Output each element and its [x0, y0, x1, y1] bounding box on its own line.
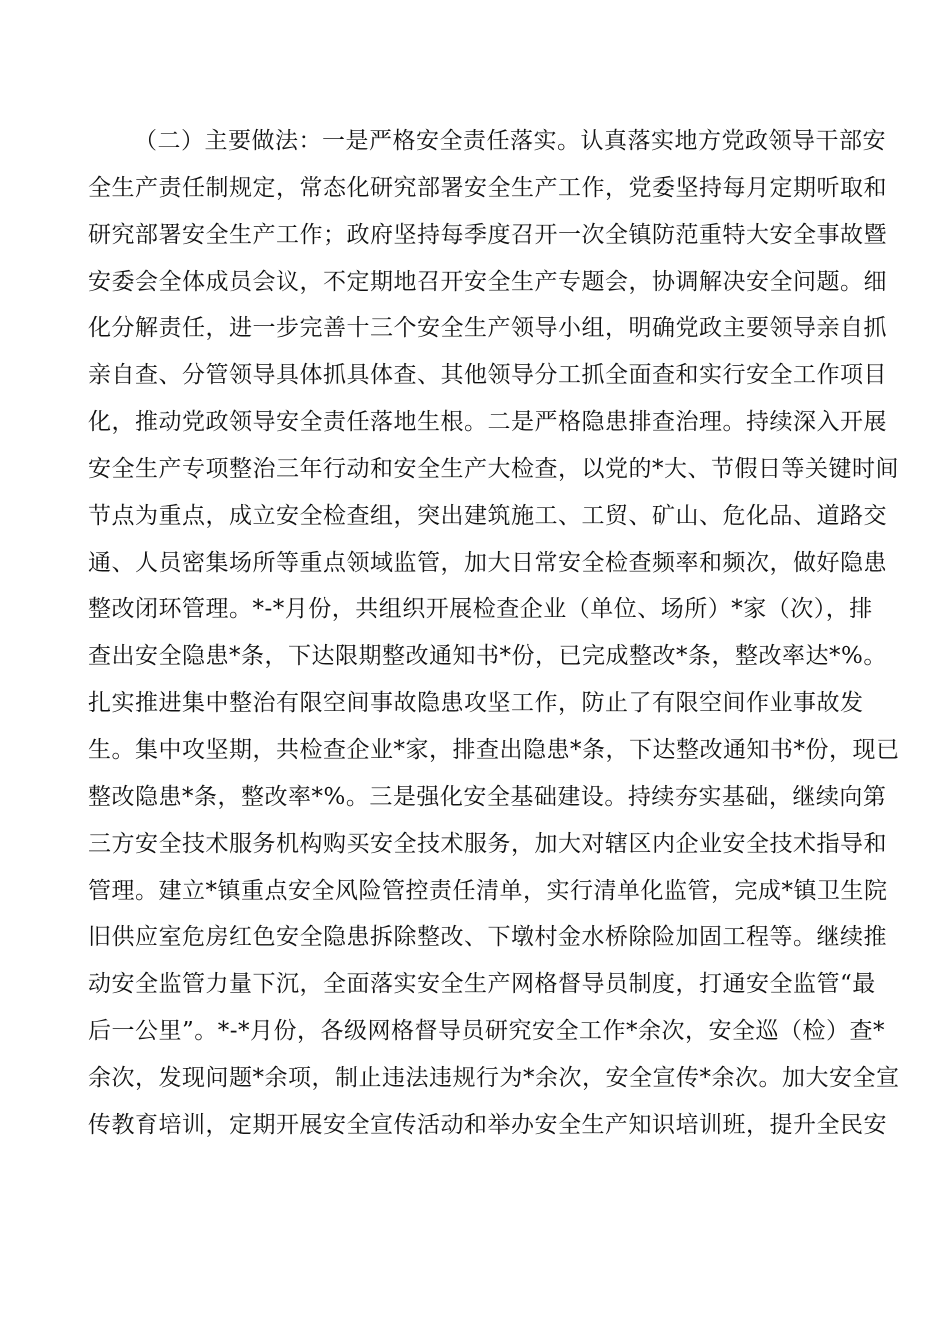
text-line: 通、人员密集场所等重点领域监管，加大日常安全检查频率和频次，做好隐患: [88, 549, 887, 576]
text-line: 化，推动党政领导安全责任落地生根。二是严格隐患排查治理。持续深入开展: [88, 409, 887, 436]
text-line: 全生产责任制规定，常态化研究部署安全生产工作，党委坚持每月定期听取和: [88, 174, 887, 201]
text-line: 传教育培训，定期开展安全宣传活动和举办安全生产知识培训班，提升全民安: [88, 1111, 887, 1138]
text-line: 化分解责任，进一步完善十三个安全生产领导小组，明确党政主要领导亲自抓: [88, 315, 887, 342]
text-line: 旧供应室危房红色安全隐患拆除整改、下墩村金水桥除险加固工程等。继续推: [88, 924, 887, 951]
text-line: 节点为重点，成立安全检查组，突出建筑施工、工贸、矿山、危化品、道路交: [88, 502, 887, 529]
text-line: 生。集中攻坚期，共检查企业*家，排查出隐患*条，下达整改通知书*份，现已: [88, 736, 900, 763]
body-paragraph: [88, 118, 900, 1149]
text-line: 扎实推进集中整治有限空间事故隐患攻坚工作，防止了有限空间作业事故发: [88, 690, 864, 717]
text-line: 余次，发现问题*余项，制止违法违规行为*余次，安全宣传*余次。加大安全宣: [88, 1064, 900, 1091]
text-line: 动安全监管力量下沉，全面落实安全生产网格督导员制度，打通安全监管“最: [88, 971, 876, 998]
text-line: 整改闭环管理。*-*月份，共组织开展检查企业（单位、场所）*家（次），排: [88, 596, 873, 623]
text-line: 安全生产专项整治三年行动和安全生产大检查，以党的*大、节假日等关键时间: [88, 455, 899, 482]
text-line: 查出安全隐患*条，下达限期整改通知书*份，已完成整改*条，整改率达*%。: [88, 643, 887, 670]
text-line: 管理。建立*镇重点安全风险管控责任清单，实行清单化监管，完成*镇卫生院: [88, 877, 888, 904]
text-line: （二）主要做法：一是严格安全责任落实。认真落实地方党政领导干部安: [134, 128, 886, 154]
text-line: 整改隐患*条，整改率*%。三是强化安全基础建设。持续夯实基础，继续向第: [88, 783, 887, 810]
text-line: 安委会全体成员会议，不定期地召开安全生产专题会，协调解决安全问题。细: [88, 268, 887, 295]
text-line: 后一公里”。*-*月份，各级网格督导员研究安全工作*余次，安全巡（检）查*: [88, 1018, 886, 1045]
text-line: 三方安全技术服务机构购买安全技术服务，加大对辖区内企业安全技术指导和: [88, 830, 887, 857]
text-line: 亲自查、分管领导具体抓具体查、其他领导分工抓全面查和实行安全工作项目: [88, 362, 887, 389]
text-line: 研究部署安全生产工作；政府坚持每季度召开一次全镇防范重特大安全事故暨: [88, 221, 887, 248]
